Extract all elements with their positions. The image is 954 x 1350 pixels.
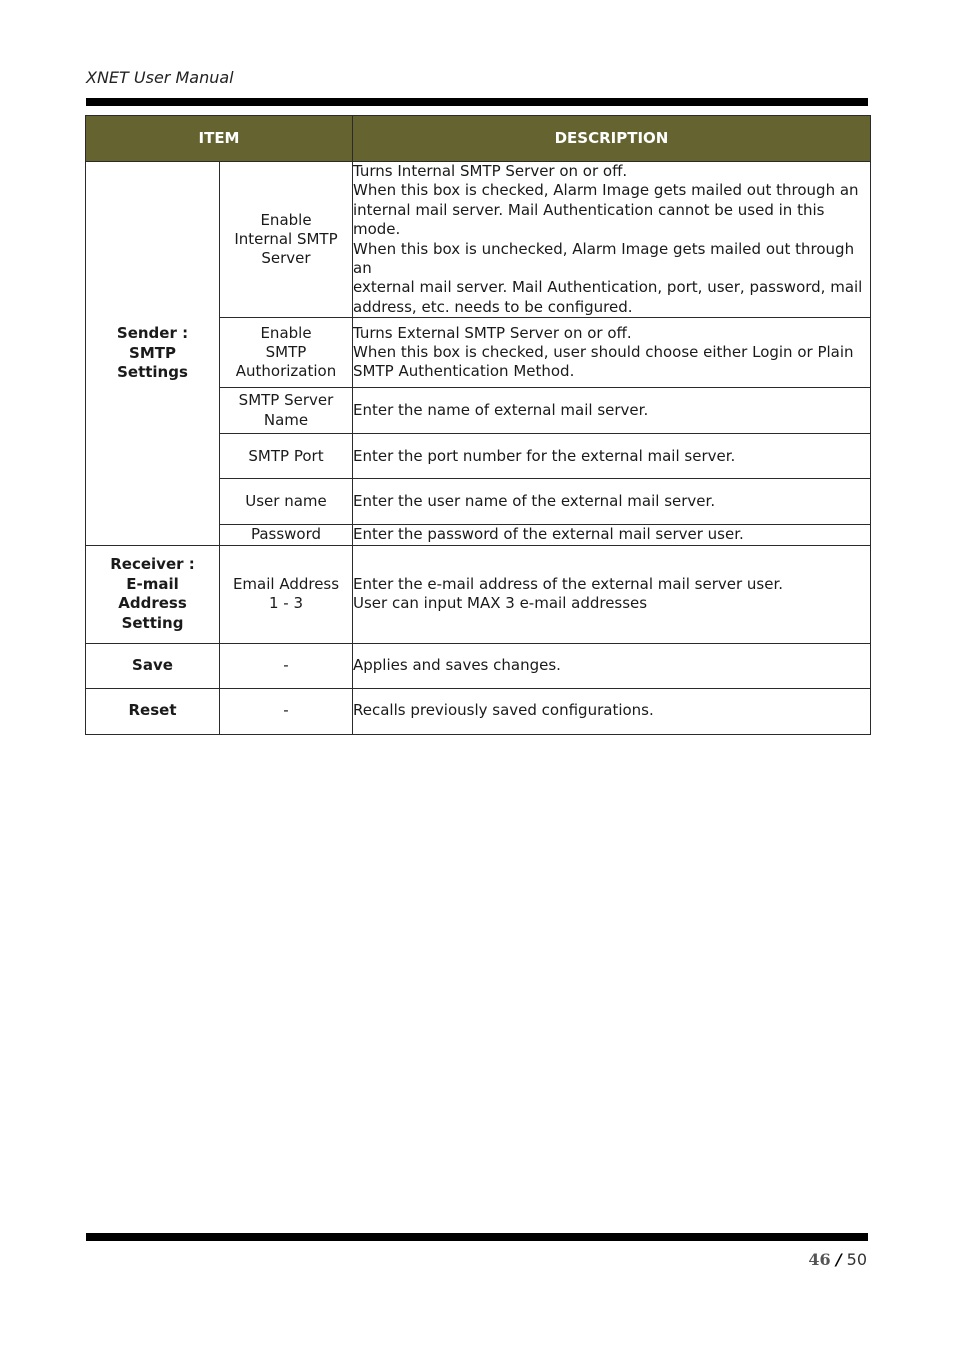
column-header-item: ITEM [86, 116, 353, 162]
description-line: User can input MAX 3 e-mail addresses [353, 594, 648, 613]
column-header-description: DESCRIPTION [353, 116, 871, 162]
description-smtp-port: Enter the port number for the external mail server. [353, 434, 871, 479]
item-label-line: Name [263, 410, 309, 429]
description-line: Turns External SMTP Server on or off. [353, 323, 632, 342]
running-title: XNET User Manual [86, 68, 234, 87]
item-label-line: Enable [260, 210, 312, 229]
item-label-line: Server [261, 249, 311, 268]
page-number [808, 1250, 867, 1269]
page-separator: / [835, 1250, 842, 1269]
description-line: When this box is unchecked, Alarm Image gets mailed out through an [353, 239, 855, 278]
table-row [86, 688, 871, 734]
footer-rule [86, 1233, 868, 1241]
table-row [86, 545, 871, 643]
description-smtp-server-name: Enter the name of external mail server. [353, 388, 871, 434]
item-label-line: Email Address [232, 574, 340, 593]
item-password: Password [220, 525, 353, 545]
page-current: 46 [808, 1250, 831, 1269]
item-label-line: Enable [260, 323, 312, 342]
description-password: Enter the password of the external mail server user. [353, 525, 871, 545]
item-label-line: 1 - 3 [268, 594, 304, 613]
description-reset: Recalls previously saved configurations. [353, 688, 871, 734]
group-label-line: Sender : [116, 324, 189, 343]
item-reset: - [220, 688, 353, 734]
page-total: 50 [846, 1250, 867, 1269]
table-header-row [86, 116, 871, 162]
item-label-line: Internal SMTP [234, 229, 338, 248]
description-line: Turns Internal SMTP Server on or off. [353, 162, 628, 180]
description-save: Applies and saves changes. [353, 643, 871, 688]
description-user-name: Enter the user name of the external mail server. [353, 479, 871, 525]
description-line: internal mail server. Mail Authentication cannot be used in this mode. [353, 200, 825, 239]
group-label-line: E-mail [126, 574, 179, 593]
table-row [86, 162, 871, 318]
header-rule [86, 98, 868, 106]
item-enable-internal-smtp-server [220, 162, 353, 318]
item-smtp-port: SMTP Port [220, 434, 353, 479]
item-label-line: SMTP [265, 343, 307, 362]
group-label-line: Setting [121, 613, 184, 632]
item-label-line: Authorization [235, 362, 337, 381]
item-smtp-server-name [220, 388, 353, 434]
group-label-line: SMTP [129, 343, 176, 362]
item-email-address [220, 545, 353, 643]
group-save: Save [86, 643, 220, 688]
description-line: address, etc. needs to be configured. [353, 297, 633, 316]
item-save: - [220, 643, 353, 688]
description-line: When this box is checked, Alarm Image gets mailed out through an [353, 181, 859, 200]
group-label-line: Address [118, 594, 187, 613]
item-enable-smtp-authorization [220, 318, 353, 388]
group-sender-smtp-settings [86, 162, 220, 546]
group-reset: Reset [86, 688, 220, 734]
description-smtp-authorization [353, 318, 871, 388]
description-line: Enter the e-mail address of the external mail server user. [353, 574, 784, 593]
group-label-line: Receiver : [110, 555, 195, 574]
description-internal-smtp [353, 162, 871, 318]
description-line: SMTP Authentication Method. [353, 362, 575, 381]
item-user-name: User name [220, 479, 353, 525]
item-label-line: SMTP Server [238, 391, 334, 410]
description-email-address [353, 545, 871, 643]
table-row [86, 643, 871, 688]
settings-table [85, 115, 871, 735]
group-receiver-email-address-setting [86, 545, 220, 643]
description-line: When this box is checked, user should choose either Login or Plain [353, 343, 854, 362]
group-label-line: Settings [117, 363, 188, 382]
description-line: external mail server. Mail Authentication, port, user, password, mail [353, 278, 863, 297]
